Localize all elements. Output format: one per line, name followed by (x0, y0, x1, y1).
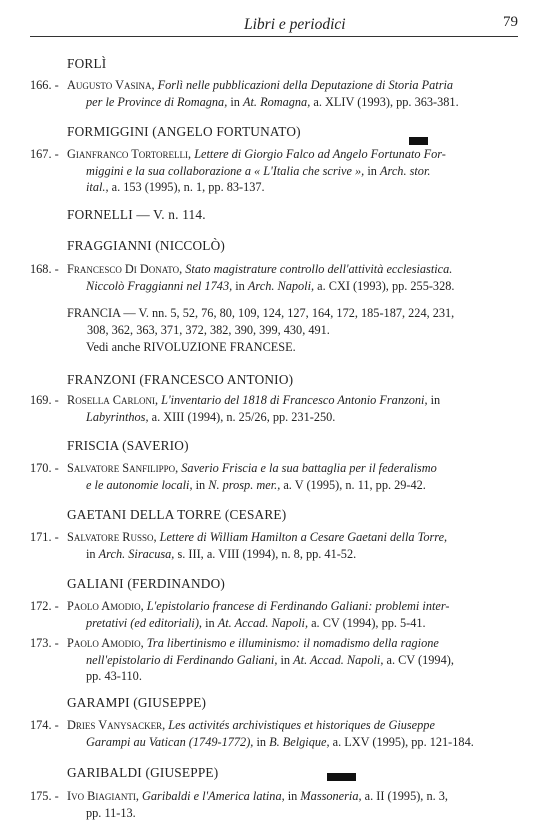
cross-reference-francia (67, 305, 507, 338)
title-cont: e le autonomie locali, (86, 477, 193, 492)
section-heading: FORNELLI — V. n. 114. (67, 207, 206, 222)
francia-line: FRANCIA — V. nn. 5, 52, 76, 80, 109, 124, 127, 164, 172, 185-187, 224, 231, (67, 306, 455, 320)
journal: N. prosp. mer., (208, 477, 281, 492)
entry-number: 166. - (30, 78, 59, 92)
title: Forlì nelle pubblicazioni della Deputazione di Storia Patria (157, 78, 454, 92)
author: Salvatore Sanfilippo, (67, 461, 179, 475)
section-heading: FRAGGIANNI (NICCOLÒ) (67, 238, 226, 253)
section-heading: GARIBALDI (GIUSEPPE) (67, 765, 219, 780)
author: Dries Vanysacker, (67, 718, 166, 732)
journal: At. Accad. Napoli, (293, 652, 384, 667)
journal: At. Romagna, (243, 94, 311, 109)
running-title: Libri e periodici (244, 16, 346, 33)
author: Ivo Biagianti, (67, 789, 139, 803)
title: Les activités archivistiques et historiques de Giuseppe (168, 718, 435, 732)
section-heading: GALIANI (FERDINANDO) (67, 576, 225, 591)
journal: B. Belgique, (269, 734, 330, 749)
entry-number: 175. - (30, 789, 59, 803)
author: Paolo Amodio, (67, 599, 144, 613)
section-heading: FORLÌ (67, 56, 107, 71)
title: Lettere di William Hamilton a Cesare Gaetani della Torre, (159, 530, 448, 544)
title-cont: per le Province di Romagna, (86, 94, 228, 109)
citation: a. LXV (1995), pp. 121-184. (332, 734, 474, 749)
title-cont: Garampi au Vatican (1749-1772), (86, 734, 254, 749)
journal: Arch. Napoli, (247, 278, 315, 293)
author: Augusto Vasina, (67, 78, 155, 92)
title-cont: nell'epistolario di Ferdinando Galiani, (86, 652, 278, 667)
citation: a. CXI (1993), pp. 255-328. (317, 278, 455, 293)
citation: a. CV (1994), pp. 5-41. (311, 615, 426, 630)
author: Gianfranco Tortorelli, (67, 147, 192, 161)
citation: a. 153 (1995), n. 1, pp. 83-137. (111, 180, 265, 194)
journal: Massoneria, (300, 789, 362, 803)
page-number: 79 (503, 14, 518, 30)
entry-number: 173. - (30, 636, 59, 650)
author: Paolo Amodio, (67, 636, 144, 650)
title: Lettere di Giorgio Falco ad Angelo Fortunato For- (194, 147, 446, 161)
title: L'inventario del 1818 di Francesco Antonio Franzoni, (161, 393, 428, 407)
citation: s. III, a. VIII (1994), n. 8, pp. 41-52. (177, 546, 357, 561)
journal: Arch. Siracusa, (98, 546, 175, 561)
entry-number: 171. - (30, 530, 59, 544)
section-heading: FRANZONI (FRANCESCO ANTONIO) (67, 372, 294, 387)
author: Rosella Carloni, (67, 393, 159, 407)
see-also: Vedi anche RIVOLUZIONE FRANCESE. (86, 340, 296, 354)
title: Garibaldi e l'America latina, (142, 789, 285, 803)
citation: a. XIII (1994), n. 25/26, pp. 231-250. (151, 409, 336, 424)
francia-line-cont: 308, 362, 363, 371, 372, 382, 390, 399, 430, 491. (87, 322, 330, 337)
journal: Arch. stor. (380, 163, 431, 178)
section-heading: GARAMPI (GIUSEPPE) (67, 695, 207, 710)
citation: a. II (1995), n. 3, (364, 789, 448, 803)
entry-number: 174. - (30, 718, 59, 732)
section-heading: GAETANI DELLA TORRE (CESARE) (67, 507, 287, 522)
entry-number: 168. - (30, 262, 59, 276)
citation: a. V (1995), n. 11, pp. 29-42. (283, 477, 426, 492)
author: Salvatore Russo, (67, 530, 157, 544)
title-cont: miggini e la sua collaborazione a « L'Italia che scrive », (86, 163, 365, 178)
journal: Labyrinthos, (86, 409, 149, 424)
title: Tra libertinismo e illuminismo: il nomadismo della ragione (146, 636, 439, 650)
ink-mark (327, 773, 356, 781)
author: Francesco Di Donato, (67, 262, 183, 276)
title: L'epistolario francese di Ferdinando Galiani: problemi inter- (146, 599, 450, 613)
entry-number: 170. - (30, 461, 59, 475)
title: Stato magistrature controllo dell'attività ecclesiastica. (185, 262, 453, 276)
title-cont: pretativi (ed editoriali), (86, 615, 202, 630)
citation: a. CV (1994), (386, 652, 454, 667)
entry-number: 169. - (30, 393, 59, 407)
ink-mark (409, 137, 428, 145)
section-heading: FORMIGGINI (ANGELO FORTUNATO) (67, 124, 301, 139)
entry-number: 167. - (30, 147, 59, 161)
citation: a. XLIV (1993), pp. 363-381. (313, 94, 459, 109)
title: Saverio Friscia e la sua battaglia per il federalismo (181, 461, 437, 475)
section-heading: FRISCIA (SAVERIO) (67, 438, 189, 453)
journal: At. Accad. Napoli, (217, 615, 309, 630)
title-cont: Niccolò Fraggianni nel 1743, (86, 278, 233, 293)
running-header (30, 14, 518, 37)
entry-number: 172. - (30, 599, 59, 613)
